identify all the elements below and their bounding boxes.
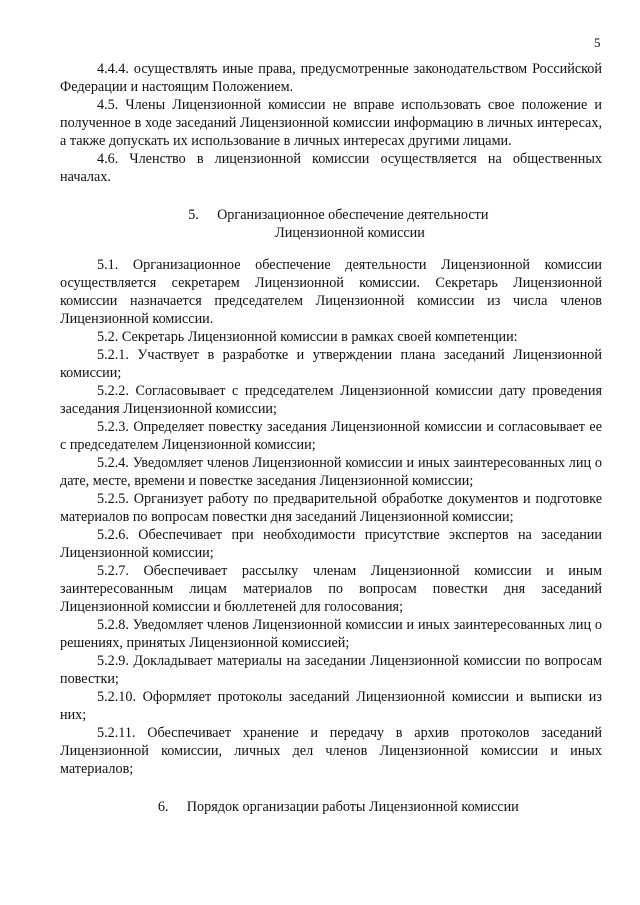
section-5-title-line2: Лицензионной комиссии: [275, 225, 425, 241]
paragraph-5-2-9: 5.2.9. Докладывает материалы на заседании Лицензионной комиссии по вопросам повестки;: [60, 653, 602, 687]
paragraph-4-5: 4.5. Члены Лицензионной комиссии не вправе использовать свое положение и полученное в ходе заседаний Лицензионной комиссии информацию в личных интересах, а также допускать их использование в личных интересах другими лицами.: [60, 97, 602, 149]
paragraph-5-2-3: 5.2.3. Определяет повестку заседания Лицензионной комиссии и согласовывает ее с председателем Лицензионной комиссии;: [60, 419, 602, 453]
paragraph-5-2-11: 5.2.11. Обеспечивает хранение и передачу в архив протоколов заседаний Лицензионной комиссии, личных дел членов Лицензионной комиссии и иных материалов;: [60, 725, 602, 777]
paragraph-5-1: 5.1. Организационное обеспечение деятельности Лицензионной комиссии осуществляется секретарем Лицензионной комиссии. Секретарь Лицензионной комиссии назначается председателем Лицензионной комиссии из числа членов Лицензионной комиссии.: [60, 257, 602, 327]
paragraph-4-6: 4.6. Членство в лицензионной комиссии осуществляется на общественных началах.: [60, 151, 602, 185]
section-6-title: Порядок организации работы Лицензионной комиссии: [186, 799, 519, 815]
section-6-heading: [60, 798, 602, 816]
paragraph-4-4-4: 4.4.4. осуществлять иные права, предусмотренные законодательством Российской Федерации и настоящим Положением.: [60, 61, 602, 95]
paragraph-5-2-2: 5.2.2. Согласовывает с председателем Лицензионной комиссии дату проведения заседания Лицензионной комиссии;: [60, 383, 602, 417]
section-5-heading: [60, 206, 602, 224]
section-5-title-line1: Организационное обеспечение деятельности: [217, 207, 489, 223]
page-number: 5: [594, 35, 601, 50]
paragraph-5-2-1: 5.2.1. Участвует в разработке и утверждении плана заседаний Лицензионной комиссии;: [60, 347, 602, 381]
paragraph-5-2-4: 5.2.4. Уведомляет членов Лицензионной комиссии и иных заинтересованных лиц о дате, месте, времени и повестке заседания Лицензионной комиссии;: [60, 455, 602, 489]
paragraph-5-2: 5.2. Секретарь Лицензионной комиссии в рамках своей компетенции:: [97, 329, 518, 345]
paragraph-5-2-6: 5.2.6. Обеспечивает при необходимости присутствие экспертов на заседании Лицензионной комиссии;: [60, 527, 602, 561]
paragraph-5-2-8: 5.2.8. Уведомляет членов Лицензионной комиссии и иных заинтересованных лиц о решениях, принятых Лицензионной комиссией;: [60, 617, 602, 651]
section-6-number: 6.: [157, 799, 169, 815]
paragraph-5-2-7: 5.2.7. Обеспечивает рассылку членам Лицензионной комиссии и иным заинтересованным лицам материалов по вопросам повестки дня заседаний Лицензионной комиссии и бюллетеней для голосования;: [60, 563, 602, 615]
paragraph-5-2-5: 5.2.5. Организует работу по предварительной обработке документов и подготовке материалов по вопросам повестки дня заседаний Лицензионной комиссии;: [60, 491, 602, 525]
document-body: [60, 60, 602, 816]
section-5-number: 5.: [188, 207, 199, 223]
paragraph-5-2-10: 5.2.10. Оформляет протоколы заседаний Лицензионной комиссии и выписки из них;: [60, 689, 602, 723]
